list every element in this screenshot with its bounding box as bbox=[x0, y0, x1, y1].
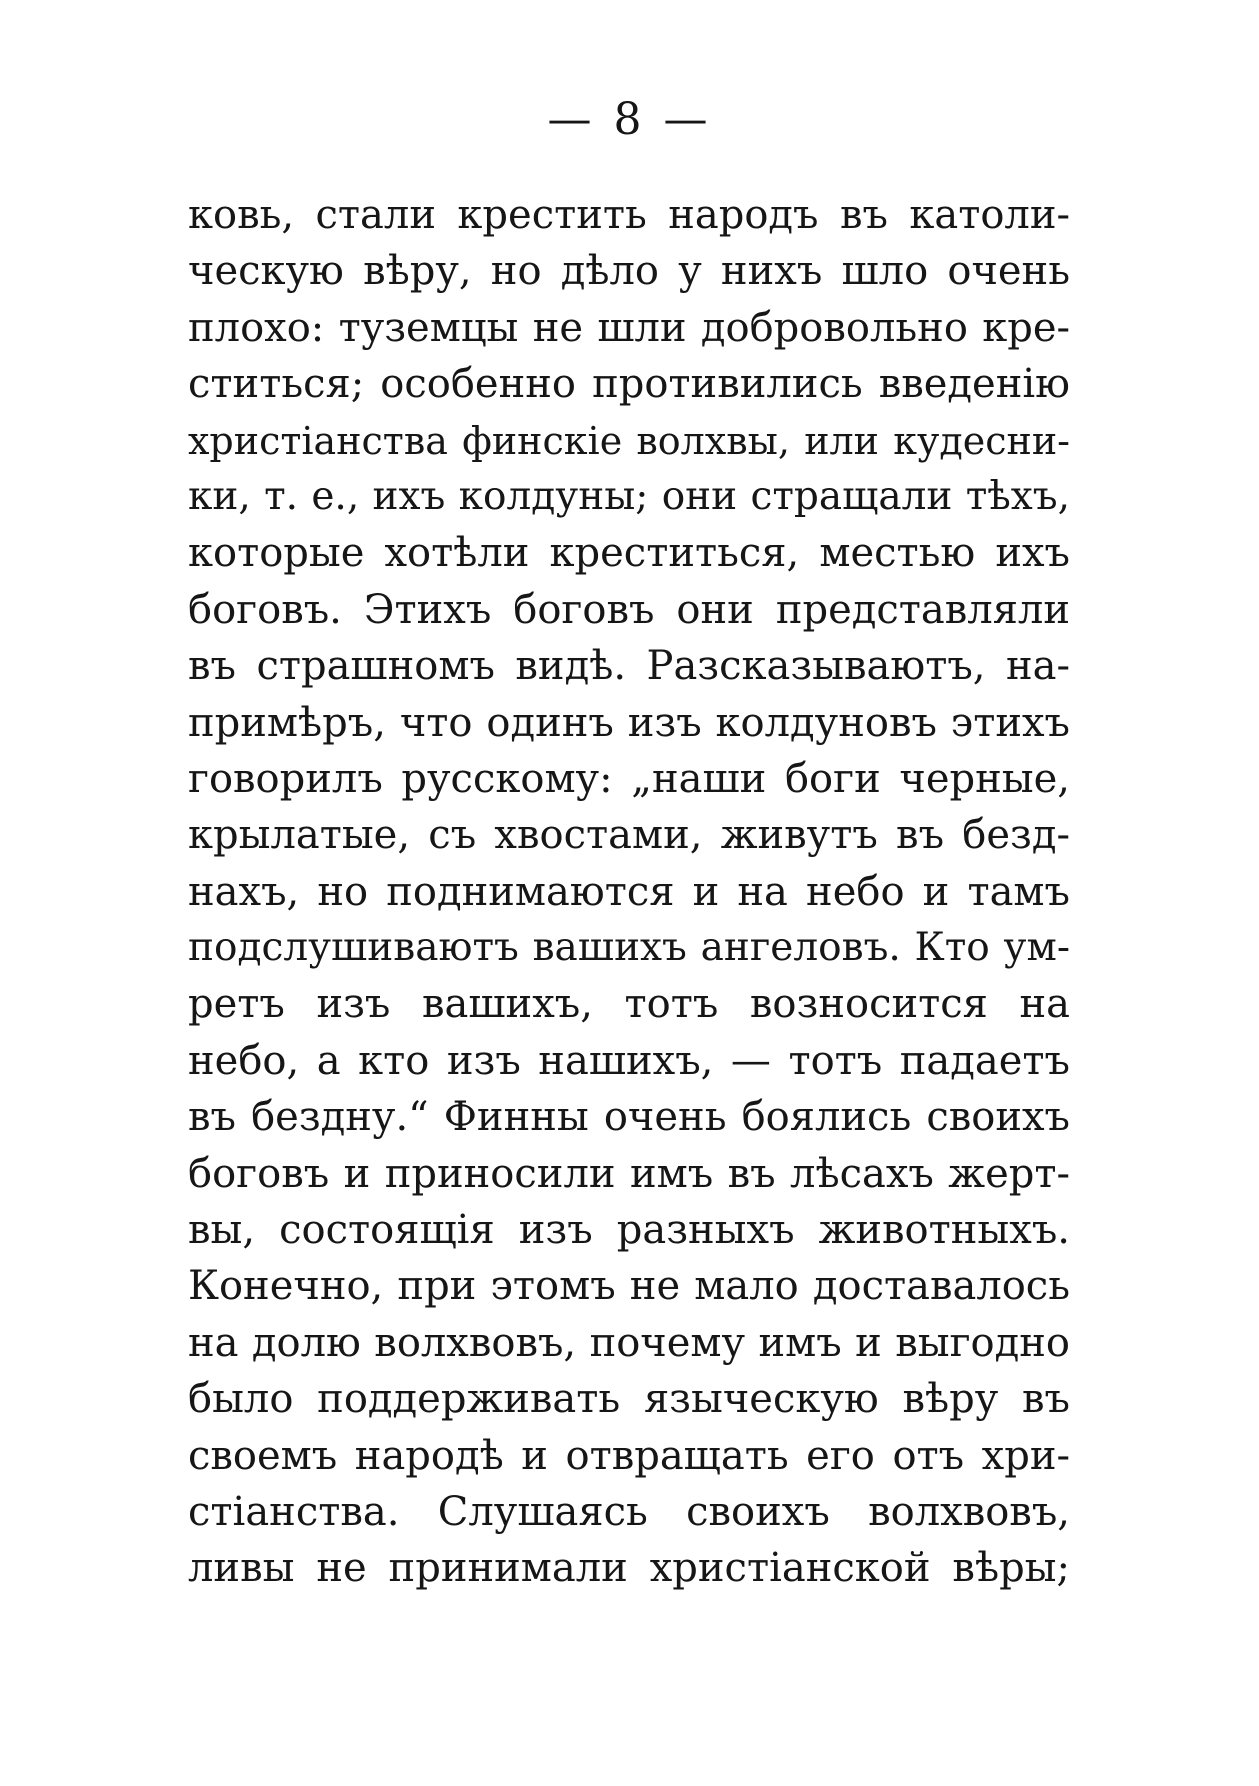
text-line: крылатые, съ хвостами, живутъ въ безд- bbox=[188, 812, 1070, 859]
text-line: стіанства. Слушаясь своихъ волхвовъ, bbox=[188, 1488, 1070, 1535]
text-line: своемъ народѣ и отвращать его отъ хри- bbox=[188, 1432, 1070, 1479]
text-line: боговъ. Этихъ боговъ они представляли bbox=[188, 586, 1070, 633]
text-line: ститься; особенно противились введенію bbox=[188, 361, 1070, 408]
body-text bbox=[188, 187, 1070, 1597]
page-number: — 8 — bbox=[547, 94, 712, 145]
text-line: ковь, стали крестить народъ въ католи- bbox=[188, 192, 1070, 238]
text-line: въ страшномъ видѣ. Разсказываютъ, на- bbox=[188, 643, 1070, 690]
text-line: ливы не принимали христіанской вѣры; bbox=[188, 1545, 1070, 1592]
text-line: примѣръ, что одинъ изъ колдуновъ этихъ bbox=[188, 699, 1070, 746]
text-line: нахъ, но поднимаются и на небо и тамъ bbox=[188, 868, 1070, 915]
text-line: христіанства финскіе волхвы, или кудесни- bbox=[188, 418, 1070, 463]
text-line: ческую вѣру, но дѣло у нихъ шло очень bbox=[188, 248, 1070, 295]
text-line: было поддерживать языческую вѣру въ bbox=[188, 1376, 1070, 1423]
text-line: на долю волхвовъ, почему имъ и выгодно bbox=[188, 1319, 1070, 1366]
text-line: небо, а кто изъ нашихъ, — тотъ падаетъ bbox=[188, 1037, 1070, 1084]
text-line: плохо: туземцы не шли добровольно кре- bbox=[188, 304, 1070, 351]
text-line: Конечно, при этомъ не мало доставалось bbox=[188, 1263, 1070, 1310]
text-line: которые хотѣли креститься, местью ихъ bbox=[188, 530, 1070, 577]
text-line: говорилъ русскому: „наши боги черные, bbox=[188, 755, 1070, 802]
text-line: ки, т. е., ихъ колдуны; они стращали тѣхъ, bbox=[188, 473, 1070, 519]
text-line: въ бездну.“ Финны очень боялись своихъ bbox=[188, 1094, 1070, 1141]
text-line: вы, состоящія изъ разныхъ животныхъ. bbox=[188, 1207, 1070, 1254]
text-line: боговъ и приносили имъ въ лѣсахъ жерт- bbox=[188, 1150, 1070, 1197]
text-line: подслушиваютъ вашихъ ангеловъ. Кто ум- bbox=[188, 925, 1070, 971]
text-line: ретъ изъ вашихъ, тотъ возносится на bbox=[188, 981, 1070, 1028]
